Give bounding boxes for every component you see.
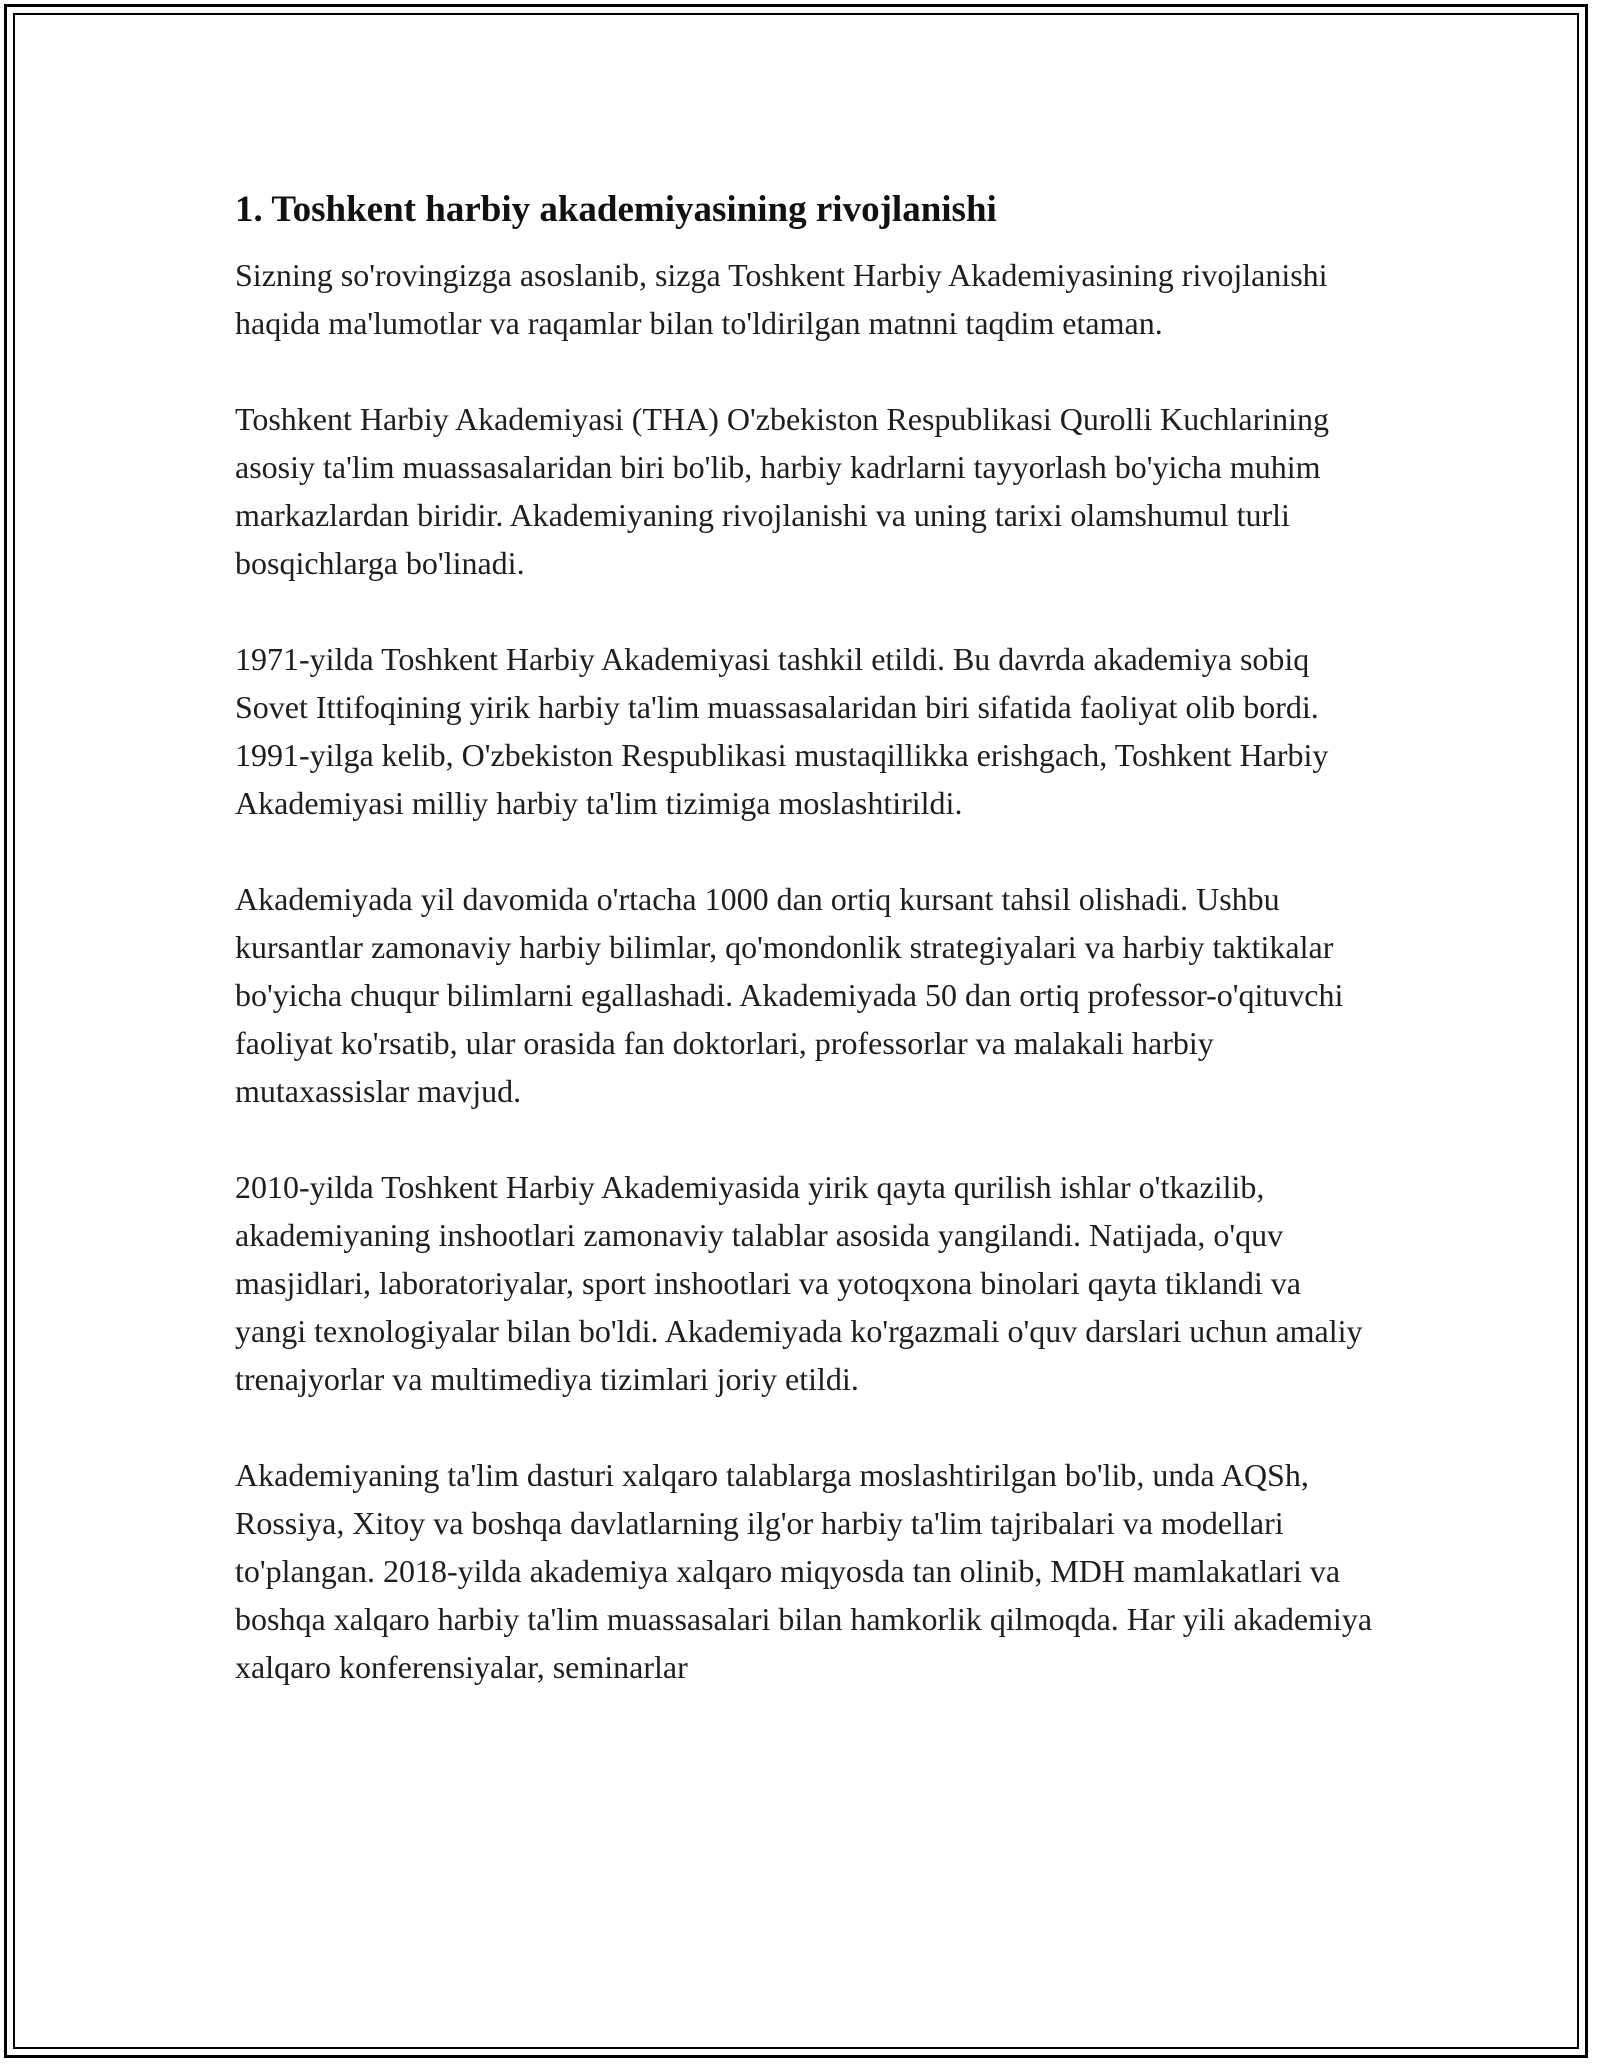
document-body bbox=[235, 185, 1375, 1691]
paragraph-international: Akademiyaning ta'lim dasturi xalqaro talablarga moslashtirilgan bo'lib, unda AQSh, Rossiya, Xitoy va boshqa davlatlarning ilg'or harbiy ta'lim tajribalari va modellari to'plangan. 2018-yilda akademiya xalqaro miqyosda tan olinib, MDH mamlakatlari va boshqa xalqaro harbiy ta'lim muassasalari bilan hamkorlik qilmoqda. Har yili akademiya xalqaro konferensiyalar, seminarlar bbox=[235, 1457, 1373, 1685]
paragraph-history: 1971-yilda Toshkent Harbiy Akademiyasi tashkil etildi. Bu davrda akademiya sobiq Sovet Ittifoqining yirik harbiy ta'lim muassasalaridan biri sifatida faoliyat olib bordi. 1991-yilga kelib, O'zbekiston Respublikasi mustaqillikka erishgach, Toshkent Harbiy Akademiyasi milliy harbiy ta'lim tizimiga moslashtirildi. bbox=[235, 641, 1329, 821]
paragraph-cadets: Akademiyada yil davomida o'rtacha 1000 dan ortiq kursant tahsil olishadi. Ushbu kursantlar zamonaviy harbiy bilimlar, qo'mondonlik strategiyalari va harbiy taktikalar bo'yicha chuqur bilimlarni egallashadi. Akademiyada 50 dan ortiq professor-o'qituvchi faoliyat ko'rsatib, ular orasida fan doktorlari, professorlar va malakali harbiy mutaxassislar mavjud. bbox=[235, 881, 1344, 1109]
paragraph-reconstruction: 2010-yilda Toshkent Harbiy Akademiyasida yirik qayta qurilish ishlar o'tkazilib, akademiyaning inshootlari zamonaviy talablar asosida yangilandi. Natijada, o'quv masjidlari, laboratoriyalar, sport inshootlari va yotoqxona binolari qayta tiklandi va yangi texnologiyalar bilan bo'ldi. Akademiyada ko'rgazmali o'quv darslari uchun amaliy trenajyorlar va multimediya tizimlari joriy etildi. bbox=[235, 1169, 1363, 1397]
paragraph-intro: Sizning so'rovingizga asoslanib, sizga Toshkent Harbiy Akademiyasining rivojlanishi haqida ma'lumotlar va raqamlar bilan to'ldirilgan matnni taqdim etaman. bbox=[235, 257, 1328, 341]
section-heading: 1. Toshkent harbiy akademiyasining rivojlanishi bbox=[235, 189, 997, 230]
paragraph-overview: Toshkent Harbiy Akademiyasi (THA) O'zbekiston Respublikasi Qurolli Kuchlarining asosiy ta'lim muassasalaridan biri bo'lib, harbiy kadrlarni tayyorlash bo'yicha muhim markazlardan biridir. Akademiyaning rivojlanishi va uning tarixi olamshumul turli bosqichlarga bo'linadi. bbox=[235, 401, 1329, 581]
